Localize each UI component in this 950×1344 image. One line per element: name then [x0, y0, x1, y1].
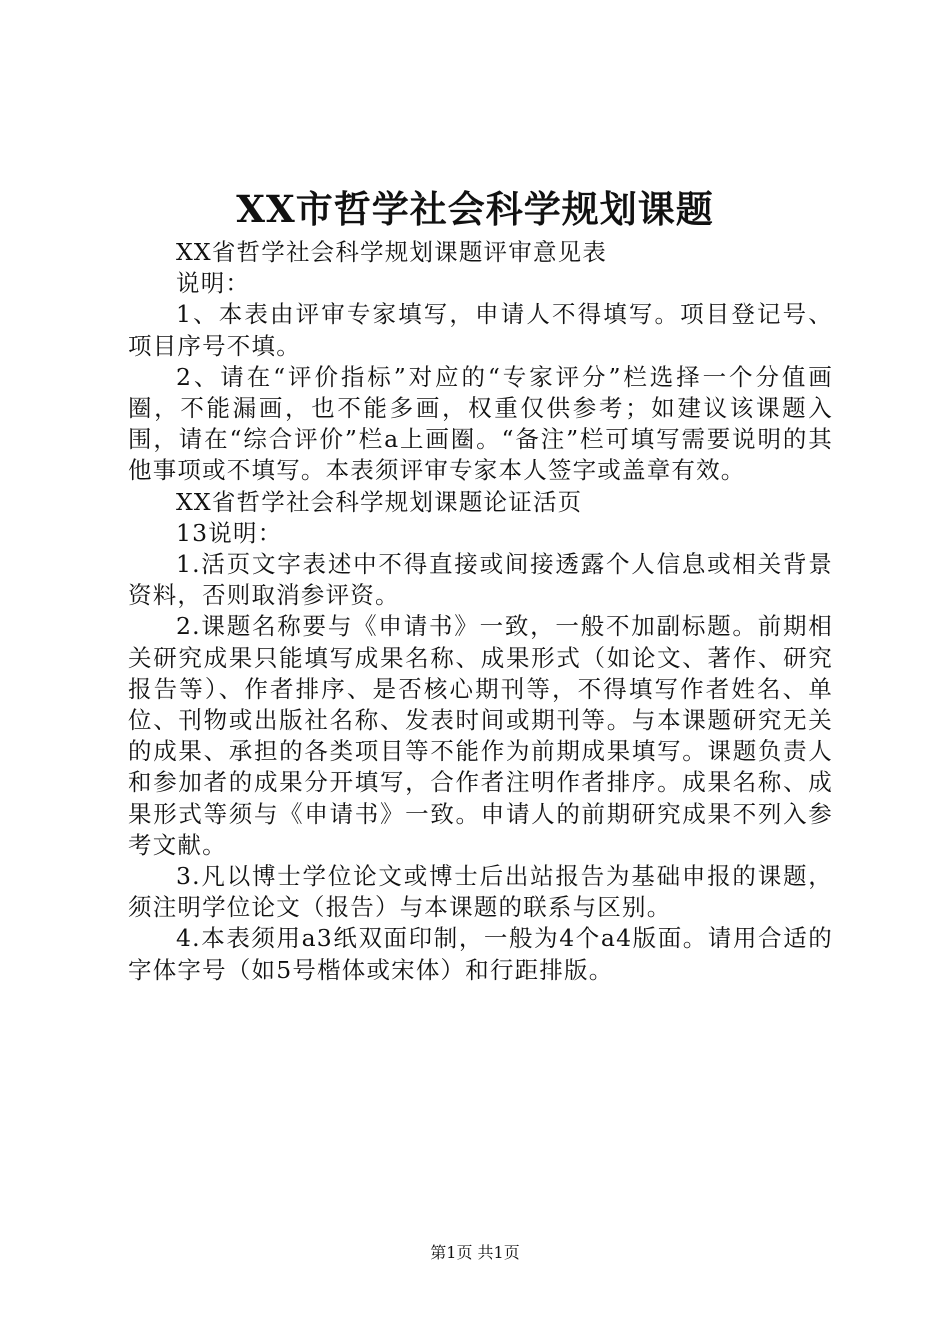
- paragraph-note-heading-2: 13说明：: [176, 518, 283, 547]
- page-footer: 第1页 共1页: [430, 1243, 520, 1262]
- paragraph-form-title-1: XX省哲学社会科学规划课题评审意见表: [176, 238, 608, 266]
- paragraph-rule-1: 1.活页文字表述中不得直接或间接透露个人信息或相关背景资料，否则取消参评资。: [128, 550, 833, 610]
- paragraph-note-1: 1、本表由评审专家填写，申请人不得填写。项目登记号、项目序号不填。: [128, 300, 833, 360]
- paragraph-form-title-2: XX省哲学社会科学规划课题论证活页: [176, 487, 583, 516]
- paragraph-rule-4: 4.本表须用a3纸双面印制，一般为4个a4版面。请用合适的字体字号（如5号楷体或宋体）和行距排版。: [128, 924, 833, 984]
- document-title: XX市哲学社会科学规划课题: [236, 187, 714, 231]
- paragraph-rule-3: 3.凡以博士学位论文或博士后出站报告为基础申报的课题，须注明学位论文（报告）与本课题的联系与区别。: [128, 862, 833, 922]
- paragraph-note-2: 2、请在“评价指标”对应的“专家评分”栏选择一个分值画圈，不能漏画，也不能多画，权重仅供参考；如建议该课题入围，请在“综合评价”栏a上画圈。“备注”栏可填写需要说明的其他事项或不填写。本表须评审专家本人签字或盖章有效。: [128, 362, 833, 485]
- paragraph-rule-2: 2.课题名称要与《申请书》一致，一般不加副标题。前期相关研究成果只能填写成果名称、成果形式（如论文、著作、研究报告等）、作者排序、是否核心期刊等，不得填写作者姓名、单位、刊物或出版社名称、发表时间或期刊等。与本课题研究无关的成果、承担的各类项目等不能作为前期成果填写。课题负责人和参加者的成果分开填写，合作者注明作者排序。成果名称、成果形式等须与《申请书》一致。申请人的前期研究成果不列入参考文献。: [128, 612, 833, 859]
- document-body: [128, 237, 833, 986]
- paragraph-note-heading-1: 说明：: [176, 269, 251, 298]
